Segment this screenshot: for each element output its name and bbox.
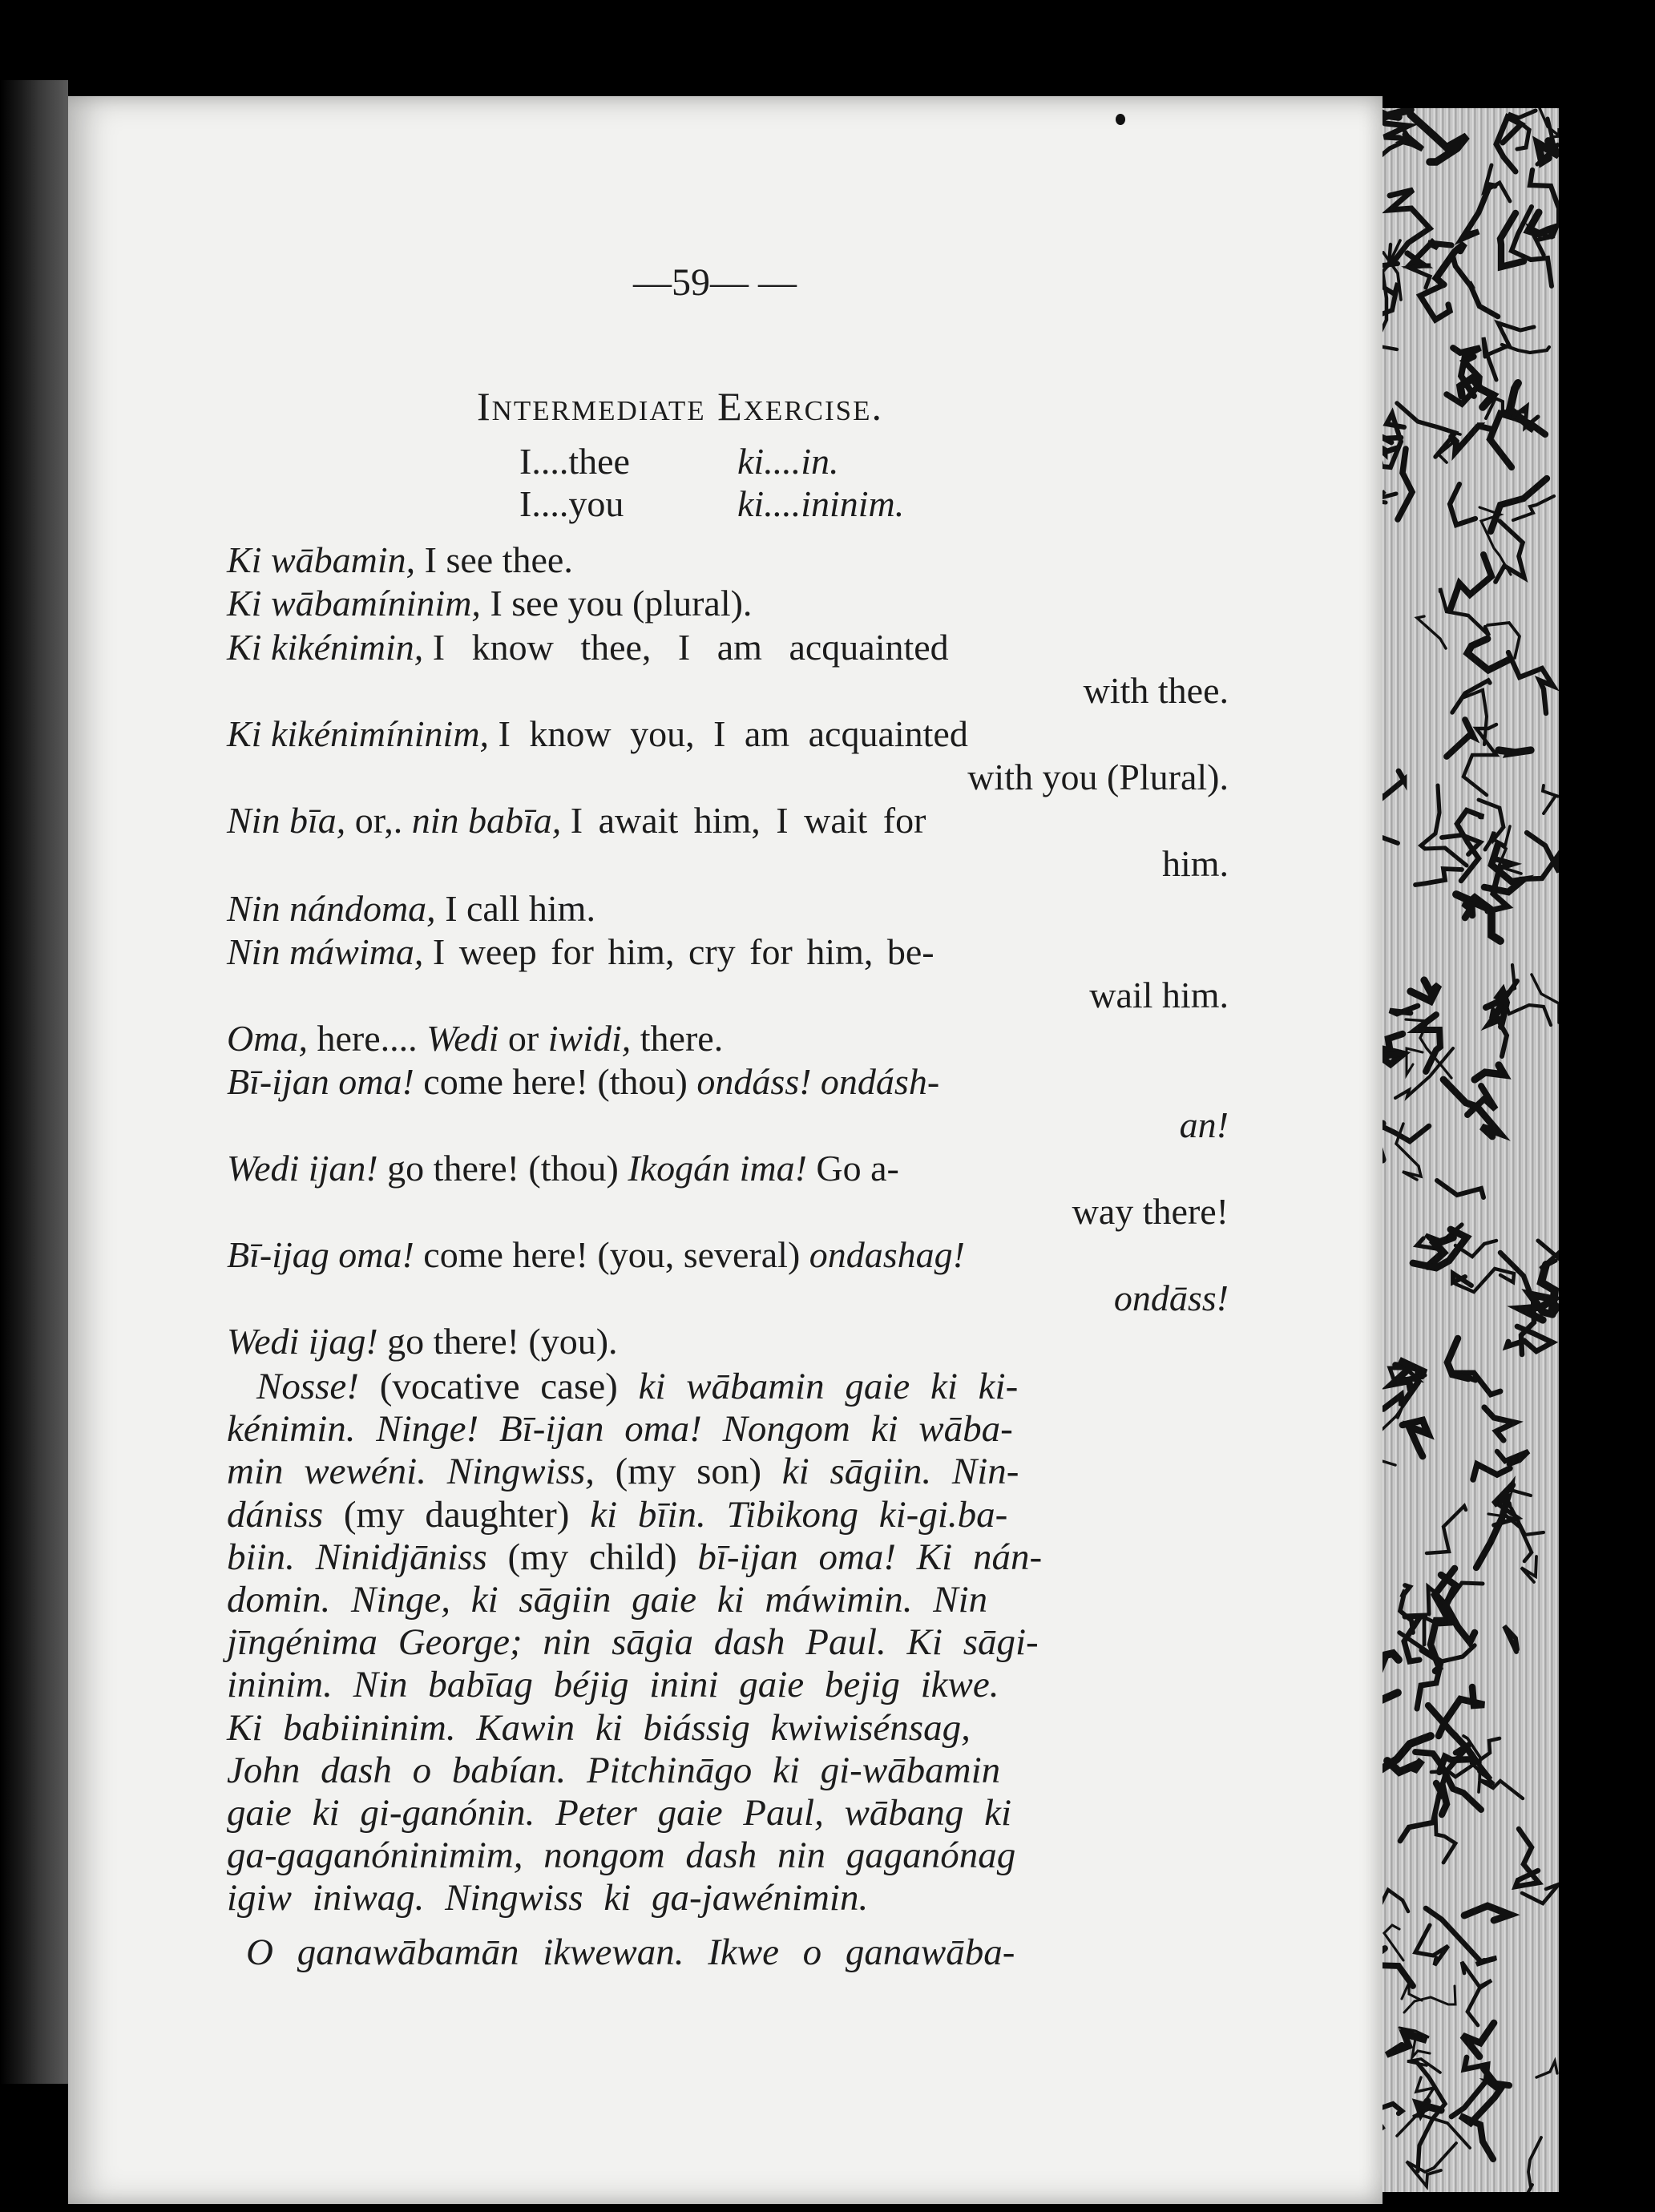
command-english: go there! (you). [387, 1321, 618, 1362]
vocab-line [227, 931, 934, 973]
command-native: Bī-ijag oma! [227, 1234, 414, 1275]
vocab-english: I know thee, I am acquainted [432, 627, 949, 668]
marble-vein [1463, 2023, 1494, 2057]
vocab-native: Nin máwima, [227, 931, 424, 972]
native-text: gaie ki gi-ganónin. Peter gaie Paul, wābang ki [227, 1792, 1012, 1834]
marble-vein [1403, 1420, 1428, 1456]
vocab-english: I see you (plural). [490, 583, 753, 624]
paragraph-line [256, 1366, 1018, 1407]
marble-vein [1520, 833, 1559, 879]
paragraph-line [227, 1536, 1042, 1578]
marble-vein [1447, 720, 1473, 757]
marble-vein [1538, 1241, 1559, 1269]
native-text: kénimin. Ninge! Bī-ijan oma! Nongom ki wāba- [227, 1408, 1013, 1451]
vocab-line [227, 713, 968, 755]
marble-vein [1436, 244, 1464, 285]
marble-vein [1427, 1506, 1466, 1553]
vocab-line [227, 627, 1229, 668]
marble-vein [1450, 484, 1475, 525]
paragraph-line [227, 1792, 1011, 1834]
native-text: ki wābamin gaie ki ki- [638, 1366, 1019, 1407]
vocab-native: Nin bīa, [227, 800, 346, 841]
paragraph-line [227, 1750, 1000, 1791]
marble-pattern [1374, 108, 1559, 2192]
book-binding [0, 80, 68, 2084]
marble-vein [1500, 1253, 1534, 1354]
vocab-native: Ki wābamíninim, [227, 583, 481, 624]
marble-vein [1526, 2137, 1541, 2192]
native-text: ininim. Nin babīag béjig inini gaie bejig ikwe. [227, 1664, 999, 1706]
marble-vein [1507, 1326, 1552, 1351]
vocab-native: Ki kikénimíninim, [227, 713, 490, 754]
native-text: min wewéni. Ningwiss, [227, 1451, 595, 1493]
marble-vein [1487, 623, 1520, 658]
rule-2-english: I....you [519, 483, 624, 524]
native-text: domin. Ninge, ki sāgiin gaie ki máwimin. Nin [227, 1579, 988, 1621]
marble-vein [1497, 1451, 1528, 1464]
marble-vein [1483, 337, 1496, 380]
command-line [227, 1148, 899, 1189]
marble-vein [1532, 975, 1559, 1023]
native-text: dániss [227, 1493, 324, 1536]
marble-vein [1496, 117, 1521, 172]
marble-vein [1452, 254, 1498, 317]
marble-vein [1504, 1626, 1517, 1652]
marble-vein [1450, 555, 1492, 611]
marble-vein [1415, 869, 1462, 885]
native-text: igiw iniwag. Ningwiss ki ga-jawénimin. [227, 1877, 869, 1919]
vocab-english: I await him, I wait for [570, 800, 926, 841]
vocab-line [227, 539, 573, 581]
vocab-line [227, 583, 752, 624]
command-alt: Ikogán ima! [628, 1148, 807, 1189]
command-english: come here! (you, several) [423, 1234, 801, 1275]
rule-1-native: ki....in. [737, 441, 839, 482]
marble-vein [1380, 1034, 1403, 1064]
command-native: Wedi ijan! [227, 1148, 378, 1189]
marble-vein [1404, 1986, 1455, 2012]
vocab-line [227, 888, 595, 930]
english-gloss: (my daughter) [323, 1493, 591, 1536]
marble-vein [1508, 652, 1553, 713]
marble-vein [1415, 1925, 1448, 1965]
native-text: ga-gaganóninimim, nongom dash nin gaganónag [227, 1835, 1016, 1877]
vocab-native: Ki wābamin, [227, 539, 416, 580]
native-text: Ki babiininim. Kawin ki biássig kwiwisénsag, [227, 1706, 971, 1749]
paragraph-line [227, 1621, 1039, 1663]
marble-vein [1439, 1687, 1484, 1736]
marble-vein [1417, 616, 1446, 648]
paragraph-line [227, 1707, 971, 1749]
vocab-english: I weep for him, cry for him, be- [432, 931, 934, 972]
command-line [227, 1061, 939, 1103]
marble-vein [1473, 1464, 1510, 1479]
marble-vein [1528, 212, 1555, 236]
marble-vein [1435, 1810, 1455, 1863]
native-text: ki sāgiin. Nin- [781, 1451, 1019, 1493]
marble-vein [1500, 213, 1524, 267]
vocab-continuation: with you (Plural). [967, 757, 1229, 797]
command-english: go there! (thou) [387, 1148, 619, 1189]
marble-vein [1411, 980, 1439, 1001]
marble-vein [1516, 1829, 1539, 1887]
page-number: —59— — [633, 261, 797, 304]
native-text: Nosse! [256, 1366, 359, 1407]
rule-1-english: I....thee [519, 441, 630, 482]
paragraph-line [227, 1494, 1007, 1536]
paragraph-line [227, 1408, 1013, 1450]
paragraph-line [227, 1664, 999, 1705]
native-text: bī-ijan oma! Ki nán- [697, 1536, 1043, 1578]
marble-vein [1382, 771, 1404, 798]
marble-vein [1384, 1925, 1403, 1960]
native-text: John dash o babían. Pitchināgo ki gi-wābamin [227, 1749, 1001, 1791]
native-text: biin. Ninidjāniss [227, 1536, 487, 1578]
marble-vein [1543, 785, 1559, 813]
vocab-english: I see thee. [424, 539, 573, 580]
vocab-english: I call him. [445, 888, 595, 929]
command-line [227, 1234, 965, 1276]
marble-vein [1467, 639, 1509, 670]
marble-vein [1400, 1585, 1413, 1633]
marble-vein [1462, 185, 1495, 239]
marble-vein [1420, 285, 1450, 320]
marble-vein [1384, 123, 1423, 149]
vocab-continuation: with thee. [1083, 670, 1229, 711]
english-gloss: (my son) [594, 1451, 782, 1493]
marble-vein [1390, 1006, 1418, 1014]
marble-vein [1502, 345, 1549, 353]
vocab-english: I know you, I am acquainted [498, 713, 968, 754]
marble-vein [1411, 115, 1467, 162]
marble-vein [1520, 1294, 1553, 1320]
vocab-native: Ki kikénimin, [227, 627, 424, 668]
marble-vein [1463, 903, 1472, 918]
marble-vein [1387, 1760, 1422, 1772]
marble-vein [1475, 1065, 1504, 1080]
vocab-native: Nin nándoma, [227, 888, 436, 929]
marble-vein [1536, 2061, 1557, 2077]
command-continuation: ondāss! [1113, 1278, 1229, 1318]
marble-vein [1409, 265, 1431, 288]
english-gloss: (my child) [486, 1536, 698, 1578]
command-continuation: way there! [1072, 1191, 1229, 1232]
marble-vein [1484, 1407, 1515, 1440]
marble-vein [1490, 414, 1545, 467]
command-continuation: an! [1179, 1104, 1229, 1145]
marble-vein [1437, 1181, 1483, 1197]
command-alt: ondashag! [809, 1234, 966, 1275]
exercise-heading: Intermediate Exercise. [477, 384, 884, 429]
last-line: O ganawābamān ikwewan. Ikwe o ganawāba- [246, 1931, 1015, 1973]
marble-vein [1464, 1906, 1510, 1920]
marble-vein [1499, 750, 1531, 753]
command-native: Wedi ijag! [227, 1321, 378, 1362]
vocab-continuation: wail him. [1089, 975, 1229, 1015]
paragraph-line [227, 1451, 1019, 1492]
native-text: jīngénima George; nin sāgia dash Paul. Ki sāgi- [227, 1621, 1039, 1664]
vocab-native-alt: nin babīa, [411, 800, 562, 841]
command-native: Bī-ijan oma! [227, 1061, 414, 1102]
paragraph-line [227, 1877, 868, 1919]
command-alt-english: Go a- [816, 1148, 899, 1189]
command-line [227, 1321, 618, 1362]
rule-2-native: ki....ininim. [737, 483, 905, 524]
paragraph-line [227, 1579, 987, 1621]
ink-spot [1116, 114, 1125, 125]
paragraph-line [227, 1835, 1015, 1876]
command-alt: ondáss! ondásh- [696, 1061, 940, 1102]
english-gloss: (vocative case) [358, 1366, 639, 1407]
marble-vein [1462, 1962, 1492, 2025]
marbled-page-edge [1374, 108, 1559, 2192]
marble-vein [1398, 449, 1412, 519]
vocab-continuation: him. [1161, 843, 1229, 884]
vocab-or: or,. [354, 800, 403, 841]
vocab-line [227, 800, 926, 842]
marble-vein [1487, 323, 1534, 355]
marble-vein [1407, 2143, 1456, 2186]
native-text: ki bīin. Tibikong ki-gi.ba- [590, 1493, 1008, 1536]
here-there-line: Oma, here.... Wedi or iwidi, there. [227, 1018, 724, 1059]
marble-vein [1460, 2087, 1502, 2159]
command-english: come here! (thou) [423, 1061, 688, 1102]
